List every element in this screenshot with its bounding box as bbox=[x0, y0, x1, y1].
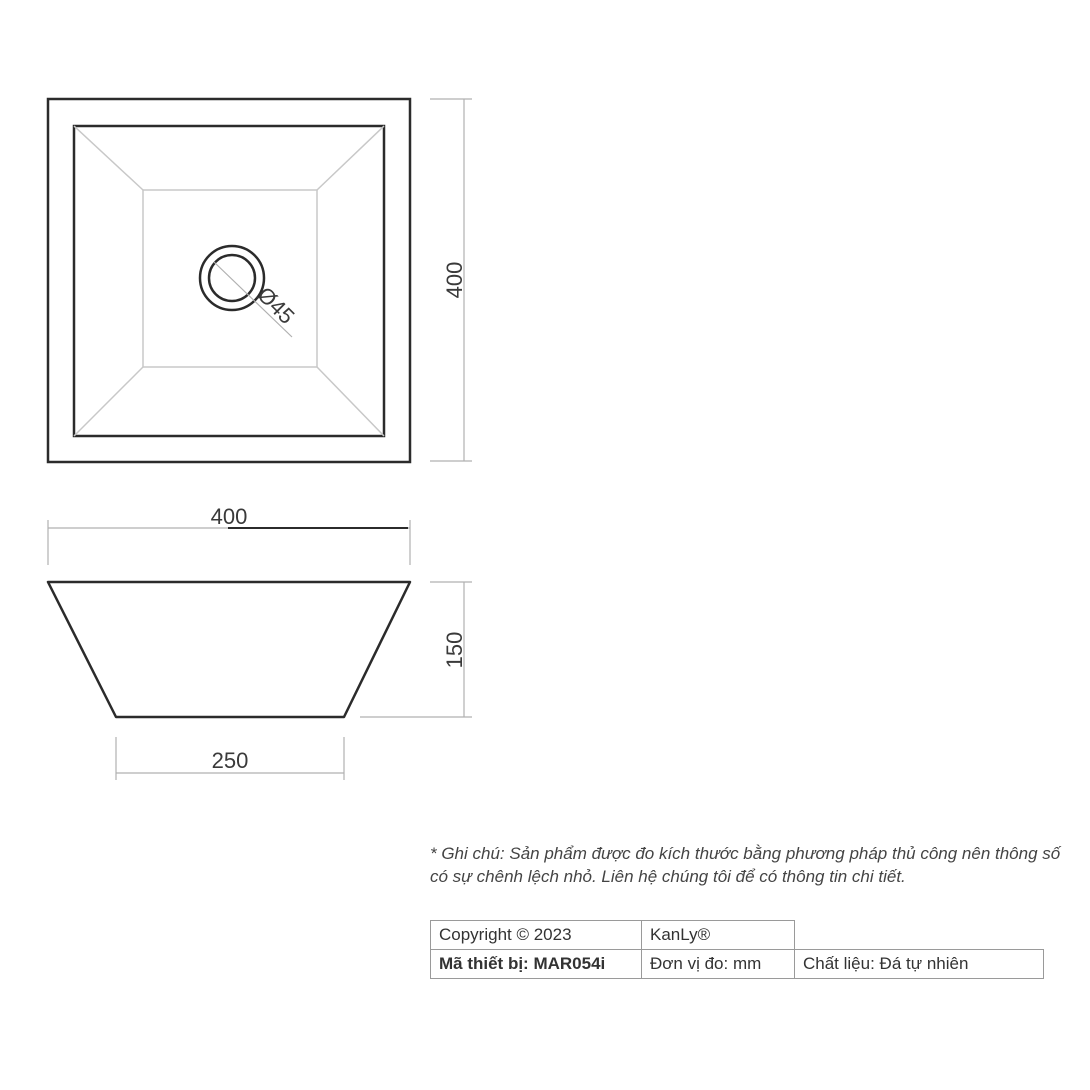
copyright-cell: Copyright © 2023 bbox=[431, 921, 642, 950]
basin-side-profile bbox=[48, 582, 410, 717]
side-view-bottom-width-label: 250 bbox=[211, 748, 249, 773]
bevel-line-top-left bbox=[74, 126, 143, 190]
product-code-label: Mã thiết bị: bbox=[439, 954, 529, 973]
measurement-note: * Ghi chú: Sản phẩm được đo kích thước bằng phương pháp thủ công nên thông số có sự chênh lệch nhỏ. Liên hệ chúng tôi để có thông tin chi tiết. bbox=[430, 844, 1061, 886]
drain-dimension-label: Ø45 bbox=[252, 281, 300, 329]
top-view-height-label: 400 bbox=[442, 261, 467, 299]
side-view-height-label: 150 bbox=[442, 631, 467, 669]
bevel-line-bottom-right bbox=[317, 367, 384, 436]
spec-table bbox=[430, 920, 1044, 979]
empty-cell bbox=[795, 921, 1044, 950]
material-cell: Chất liệu: Đá tự nhiên bbox=[795, 950, 1044, 979]
spec-table-row bbox=[431, 921, 1044, 950]
bevel-line-bottom-left bbox=[74, 367, 143, 436]
brand-cell: KanLy® bbox=[642, 921, 795, 950]
side-view bbox=[48, 504, 472, 780]
basin-bottom-edge bbox=[143, 190, 317, 367]
bevel-line-top-right bbox=[317, 126, 384, 190]
top-view bbox=[48, 99, 472, 462]
spec-table-row bbox=[431, 950, 1044, 979]
product-code-cell bbox=[431, 950, 642, 979]
product-code-value: MAR054i bbox=[533, 954, 606, 973]
unit-cell: Đơn vị đo: mm bbox=[642, 950, 795, 979]
side-view-top-width-label: 400 bbox=[210, 504, 248, 529]
